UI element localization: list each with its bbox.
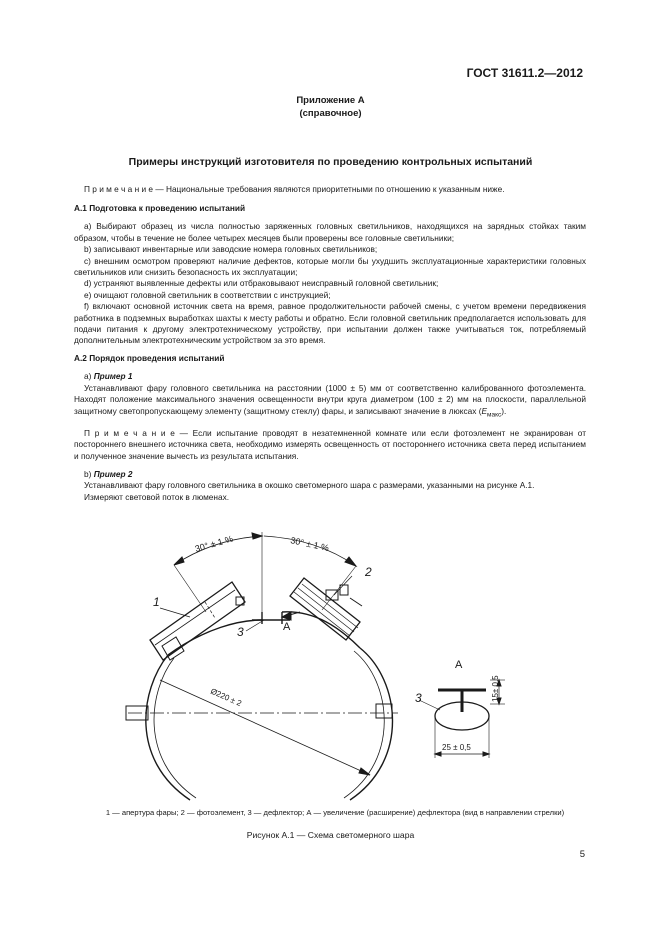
sphere-inner-outline <box>154 651 384 798</box>
item-d: d) устраняют выявленные дефекты или отбраковывают неисправный головной светильник; <box>84 278 439 289</box>
example-1-text <box>74 383 586 421</box>
leader-2 <box>334 576 352 595</box>
example-1-tail: ). <box>501 405 507 416</box>
label-3: 3 <box>237 625 244 639</box>
angle-label-left: 30° ± 1 % <box>193 533 235 554</box>
item-f: f) включают основной источник света на время, равное продолжительности рабочей смены, с учетом времени передвижения работника в подземных выработках шахты к месту работы и обратно. Если головной светильник предполагается использовать для подачи питания к другому электротехническому устройству, при испытании должен также учитываться ток, потребляемый дополнительным электротехническим устройством за это время. <box>74 301 586 346</box>
annex-title: Приложение А <box>296 95 365 106</box>
example-1-prefix: а) <box>84 371 94 382</box>
sphere-diagram <box>0 525 661 805</box>
example-2-text2: Измеряют световой поток в люменах. <box>84 491 230 502</box>
note-2-label: П р и м е ч а н и е <box>84 427 175 438</box>
figure-caption: 1 — апертура фары; 2 — фотоэлемент, 3 — дефлектор; А — увеличение (расширение) дефлектора (вид в направлении стрелки) <box>105 808 565 817</box>
note-label: П р и м е ч а н и е <box>84 184 154 194</box>
example-2-heading <box>74 469 586 480</box>
sphere-top <box>168 612 360 655</box>
section-a2-title: А.2 Порядок проведения испытаний <box>74 353 225 363</box>
angle-label-right: 30° ± 1 % <box>289 535 330 554</box>
page-number: 5 <box>579 849 585 860</box>
diameter-arrow <box>359 768 370 775</box>
note-general <box>74 184 586 195</box>
item-b: b) записывают инвентарные или заводские номера головных светильников; <box>84 244 378 255</box>
diameter-line <box>160 680 370 775</box>
detail-label-a: А <box>455 659 463 671</box>
example-2-prefix: b) <box>84 468 94 479</box>
example-1-title: Пример 1 <box>93 371 133 382</box>
dim-height-label: 15± 0,5 <box>491 675 500 702</box>
section-a2 <box>74 353 586 503</box>
example-1-heading <box>74 371 586 382</box>
item-c: с) внешним осмотром проверяют наличие дефектов, которые могли бы ухудшить эксплуатационные характеристики головных светильников или снизить безопасность их эксплуатации; <box>74 255 586 278</box>
note-text: — Национальные требования являются приоритетными по отношению к указанным ниже. <box>153 184 505 194</box>
arrow-a-head <box>282 612 291 620</box>
photocell-right <box>290 578 362 640</box>
item-a: а) Выбирают образец из числа полностью заряженных головных светильников, находящихся на зарядных стойках таким образом, чтобы в течение не более четырех месяцев были проверены все головные светильники; <box>74 221 586 243</box>
label-2: 2 <box>365 565 372 579</box>
annex-subtitle: (справочное) <box>299 108 362 119</box>
sphere-outline <box>146 648 393 800</box>
leader-3 <box>246 620 264 631</box>
section-heading: Примеры инструкций изготовителя по проведению контрольных испытаний <box>128 156 533 168</box>
example-2-text: Устанавливают фару головного светильника в окошко светомерного шара с размерами, указанными на рисунке А.1. <box>84 480 535 491</box>
symbol-e: E <box>481 405 488 416</box>
section-a1-title: А.1 Подготовка к проведению испытаний <box>74 203 246 213</box>
example-1-body: Устанавливают фару головного светильника на расстоянии (1000 ± 5) мм от соответственно калиброванного фотоэлемента. Находят положение максимального значения освещенности внутри круга диаметром (100 ± 2) мм на плоскости, параллельной защитному светопропускающему элементу (защитному стеклу) фары, и записывают значение в люксах ( <box>74 382 586 416</box>
item-e: е) очищают головной светильник в соответствии с инструкцией; <box>84 289 331 300</box>
section-a1 <box>74 203 586 347</box>
example-2-title: Пример 2 <box>93 468 133 479</box>
leader-1 <box>160 608 190 617</box>
detail-label-3: 3 <box>415 691 422 705</box>
symbol-subscript: макс <box>487 411 502 419</box>
dim-width-label: 25 ± 0,5 <box>442 743 471 752</box>
diameter-label: Ø220 ± 2 <box>209 686 243 709</box>
note-2-text: — Если испытание проводят в незатемненной комнате или если фотоэлемент не экранирован от постороннего внешнего источника света, необходимо измерять освещенность от постороннего источника света перед испытанием и полученное значение вычесть из результата испытания. <box>74 427 586 461</box>
note-2 <box>74 428 586 462</box>
headlamp-left <box>150 582 245 660</box>
document-header: ГОСТ 31611.2—2012 <box>466 66 583 80</box>
label-1: 1 <box>153 595 160 609</box>
label-a: А <box>283 621 291 633</box>
figure-title: Рисунок А.1 — Схема светомерного шара <box>246 830 415 840</box>
